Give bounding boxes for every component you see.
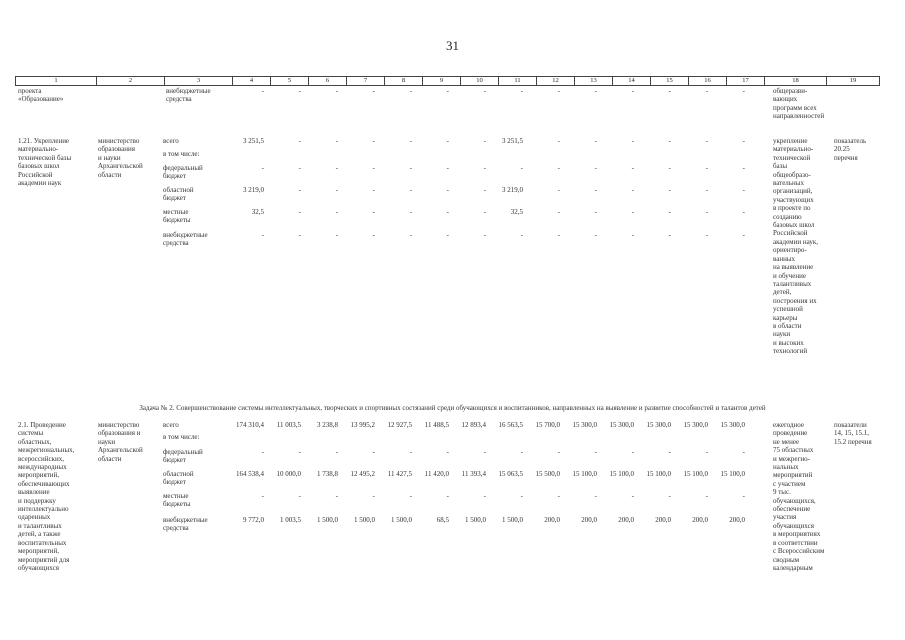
value-cell: -	[668, 137, 671, 145]
value-cell: 15 100,0	[572, 470, 597, 478]
funding-source-label: в том числе:	[163, 433, 200, 441]
value-cell: -	[557, 208, 560, 216]
value-cell: 200,0	[729, 516, 745, 524]
header-col-14: 14	[613, 77, 651, 86]
value-cell: -	[557, 231, 560, 239]
value-cell: 1 500,0	[317, 516, 338, 524]
value-cell: -	[557, 448, 560, 456]
value-cell: -	[298, 448, 301, 456]
value-cell: 12 927,5	[387, 421, 412, 429]
value-cell: -	[631, 448, 634, 456]
value-cell: -	[298, 87, 301, 95]
value-cell: -	[742, 208, 745, 216]
value-cell: -	[705, 231, 708, 239]
header-col-8: 8	[385, 77, 423, 86]
value-cell: -	[409, 231, 412, 239]
value-cell: -	[261, 87, 264, 95]
value-cell: 15 100,0	[646, 470, 671, 478]
value-cell: 200,0	[692, 516, 708, 524]
value-cell: -	[594, 492, 597, 500]
block2-executor: министерство образования и науки Архангельской области	[98, 421, 143, 463]
value-cell: -	[335, 492, 338, 500]
header-row	[16, 77, 880, 86]
value-cell: -	[335, 164, 338, 172]
value-cell: -	[594, 87, 597, 95]
funding-source-label: всего	[163, 421, 179, 429]
value-cell: 68,5	[436, 516, 449, 524]
value-cell: -	[372, 164, 375, 172]
value-cell: -	[557, 186, 560, 194]
value-cell: -	[631, 208, 634, 216]
value-cell: -	[298, 137, 301, 145]
value-cell: 10 000,0	[276, 470, 301, 478]
value-cell: 15 700,0	[535, 421, 560, 429]
value-cell: -	[742, 492, 745, 500]
header-col-18: 18	[765, 77, 827, 86]
funding-source-label: всего	[163, 137, 179, 145]
value-cell: -	[298, 492, 301, 500]
value-cell: -	[298, 208, 301, 216]
value-cell: -	[372, 208, 375, 216]
value-cell: -	[446, 137, 449, 145]
value-cell: -	[668, 164, 671, 172]
value-cell: 1 003,5	[280, 516, 301, 524]
value-cell: -	[483, 164, 486, 172]
value-cell: -	[520, 164, 523, 172]
value-cell: -	[372, 186, 375, 194]
value-cell: -	[446, 87, 449, 95]
value-cell: -	[557, 87, 560, 95]
block2-result-text: ежегодное проведение не менее 75 областных и межрегио- нальных мероприятий с участием 9 тыс. обучающихся, обеспечение участия обучающихся в мероприятиях в соответствии с Всероссийским сводным календарным	[773, 421, 825, 572]
value-cell: 15 300,0	[609, 421, 634, 429]
value-cell: -	[261, 164, 264, 172]
value-cell: 16 563,5	[498, 421, 523, 429]
value-cell: -	[335, 208, 338, 216]
value-cell: -	[557, 137, 560, 145]
value-cell: -	[705, 186, 708, 194]
block0-project-name: проекта «Образование»	[18, 87, 64, 104]
value-cell: -	[446, 186, 449, 194]
header-row-table	[15, 76, 880, 86]
value-cell: 32,5	[510, 208, 523, 216]
value-cell: 174 310,4	[236, 421, 264, 429]
value-cell: -	[483, 137, 486, 145]
value-cell: -	[631, 164, 634, 172]
header-col-3: 3	[165, 77, 233, 86]
value-cell: 1 500,0	[354, 516, 375, 524]
value-cell: -	[668, 448, 671, 456]
value-cell: -	[631, 137, 634, 145]
value-cell: 12 495,2	[350, 470, 375, 478]
value-cell: -	[705, 492, 708, 500]
header-col-7: 7	[347, 77, 385, 86]
value-cell: -	[668, 186, 671, 194]
value-cell: -	[557, 492, 560, 500]
value-cell: 1 500,0	[465, 516, 486, 524]
value-cell: -	[594, 231, 597, 239]
value-cell: -	[594, 208, 597, 216]
block0-result-text: общеразви- вающих программ всех направленностей	[773, 87, 825, 121]
value-cell: -	[742, 231, 745, 239]
value-cell: -	[631, 492, 634, 500]
value-cell: 3 219,0	[502, 186, 523, 194]
value-cell: -	[446, 448, 449, 456]
value-cell: 15 100,0	[720, 470, 745, 478]
header-col-13: 13	[575, 77, 613, 86]
funding-source-label: федеральный бюджет	[163, 164, 203, 181]
value-cell: 11 003,5	[276, 421, 301, 429]
funding-source-label: местные бюджеты	[163, 208, 191, 225]
value-cell: -	[520, 87, 523, 95]
value-cell: 15 300,0	[720, 421, 745, 429]
value-cell: -	[483, 87, 486, 95]
value-cell: -	[409, 164, 412, 172]
value-cell: -	[742, 186, 745, 194]
block1-indicator: показатель 20.25 перечня	[834, 137, 867, 162]
value-cell: -	[631, 87, 634, 95]
funding-source-label: внебюджетные средства	[163, 231, 208, 248]
header-col-1: 1	[16, 77, 97, 86]
value-cell: 3 219,0	[243, 186, 264, 194]
value-cell: 11 393,4	[461, 470, 486, 478]
value-cell: -	[520, 231, 523, 239]
value-cell: -	[335, 448, 338, 456]
header-col-15: 15	[651, 77, 689, 86]
value-cell: 3 251,5	[243, 137, 264, 145]
value-cell: -	[335, 231, 338, 239]
value-cell: 15 300,0	[572, 421, 597, 429]
header-col-17: 17	[727, 77, 765, 86]
header-col-11: 11	[499, 77, 537, 86]
value-cell: 15 300,0	[646, 421, 671, 429]
value-cell: -	[483, 208, 486, 216]
value-cell: 164 538,4	[236, 470, 264, 478]
funding-source-label: областной бюджет	[163, 470, 194, 487]
block1-result-text: укрепление материально- технической базы общеобразо- вательных организаций, участвующих в проекте по созданию базовых школ Российской академии наук, ориентиро- ванных на выявление и обучение талантливых детей, построения их успешной карьеры в области науки и высоких технологий	[773, 137, 818, 356]
header-col-10: 10	[461, 77, 499, 86]
value-cell: -	[446, 208, 449, 216]
value-cell: -	[594, 164, 597, 172]
value-cell: -	[705, 448, 708, 456]
value-cell: -	[261, 231, 264, 239]
value-cell: 200,0	[581, 516, 597, 524]
value-cell: 1 500,0	[502, 516, 523, 524]
value-cell: 1 500,0	[391, 516, 412, 524]
value-cell: -	[594, 186, 597, 194]
value-cell: 200,0	[655, 516, 671, 524]
block2-activity-name: 2.1. Проведение системы областных, межрегиональных, всероссийских, международных мероприятий, обеспечивающих выявление и поддержку интеллектуально одаренных и талантливых детей, а также воспитательных мероприятий, мероприятий для обучающихся	[18, 421, 75, 572]
value-cell: 12 893,4	[461, 421, 486, 429]
funding-source-label: внебюджетные средства	[163, 516, 208, 533]
block1-activity-name: 1.21. Укрепление материально- технической базы базовых школ Российской академии наук	[18, 137, 72, 188]
funding-source-label: областной бюджет	[163, 186, 194, 203]
value-cell: 32,5	[251, 208, 264, 216]
page-number: 31	[446, 38, 459, 53]
value-cell: 15 100,0	[609, 470, 634, 478]
value-cell: 3 251,5	[502, 137, 523, 145]
value-cell: -	[298, 231, 301, 239]
value-cell: -	[372, 492, 375, 500]
value-cell: -	[409, 137, 412, 145]
value-cell: -	[409, 208, 412, 216]
value-cell: -	[594, 448, 597, 456]
value-cell: -	[446, 164, 449, 172]
value-cell: 15 300,0	[683, 421, 708, 429]
value-cell: -	[335, 87, 338, 95]
value-cell: 9 772,0	[243, 516, 264, 524]
value-cell: 3 238,8	[317, 421, 338, 429]
value-cell: 200,0	[618, 516, 634, 524]
value-cell: -	[335, 137, 338, 145]
header-col-4: 4	[233, 77, 271, 86]
header-col-5: 5	[271, 77, 309, 86]
value-cell: -	[705, 87, 708, 95]
value-cell: 1 738,8	[317, 470, 338, 478]
value-cell: 200,0	[544, 516, 560, 524]
value-cell: 11 488,5	[424, 421, 449, 429]
value-cell: -	[483, 492, 486, 500]
block1-executor: министерство образования и науки Архангельской области	[98, 137, 143, 179]
value-cell: -	[705, 137, 708, 145]
value-cell: -	[742, 164, 745, 172]
funding-source-label: в том числе:	[163, 150, 200, 158]
block0-source-label: внебюджетные средства	[166, 87, 211, 104]
value-cell: 11 427,5	[387, 470, 412, 478]
value-cell: -	[520, 492, 523, 500]
value-cell: -	[409, 87, 412, 95]
block2-indicator: показатели 14, 15, 15.1, 15.2 перечня	[834, 421, 872, 446]
header-col-16: 16	[689, 77, 727, 86]
value-cell: -	[483, 186, 486, 194]
value-cell: -	[372, 448, 375, 456]
value-cell: -	[483, 231, 486, 239]
value-cell: -	[631, 186, 634, 194]
header-col-6: 6	[309, 77, 347, 86]
header-col-19: 19	[827, 77, 880, 86]
value-cell: 15 500,0	[535, 470, 560, 478]
value-cell: -	[705, 208, 708, 216]
value-cell: -	[631, 231, 634, 239]
value-cell: -	[742, 87, 745, 95]
value-cell: -	[372, 87, 375, 95]
value-cell: -	[483, 448, 486, 456]
value-cell: -	[372, 137, 375, 145]
value-cell: -	[372, 231, 375, 239]
value-cell: 13 995,2	[350, 421, 375, 429]
value-cell: -	[594, 137, 597, 145]
value-cell: -	[409, 186, 412, 194]
value-cell: -	[335, 186, 338, 194]
value-cell: 11 420,0	[424, 470, 449, 478]
value-cell: 15 100,0	[683, 470, 708, 478]
value-cell: -	[742, 448, 745, 456]
value-cell: -	[446, 492, 449, 500]
value-cell: -	[298, 186, 301, 194]
value-cell: -	[705, 164, 708, 172]
value-cell: -	[557, 164, 560, 172]
value-cell: -	[668, 208, 671, 216]
header-col-12: 12	[537, 77, 575, 86]
funding-source-label: местные бюджеты	[163, 492, 191, 509]
value-cell: -	[261, 448, 264, 456]
value-cell: -	[446, 231, 449, 239]
value-cell: -	[668, 87, 671, 95]
value-cell: -	[742, 137, 745, 145]
value-cell: -	[409, 448, 412, 456]
value-cell: -	[298, 164, 301, 172]
value-cell: -	[409, 492, 412, 500]
value-cell: -	[668, 492, 671, 500]
header-col-2: 2	[97, 77, 165, 86]
header-col-9: 9	[423, 77, 461, 86]
value-cell: -	[261, 492, 264, 500]
task-2-title: Задача № 2. Совершенствование системы интеллектуальных, творческих и спортивных состязаний среди обучающихся и воспитанников, направленных на выявление и развитие способностей и талантов детей	[139, 404, 766, 412]
value-cell: -	[520, 448, 523, 456]
value-cell: -	[668, 231, 671, 239]
funding-source-label: федеральный бюджет	[163, 448, 203, 465]
value-cell: 15 063,5	[498, 470, 523, 478]
